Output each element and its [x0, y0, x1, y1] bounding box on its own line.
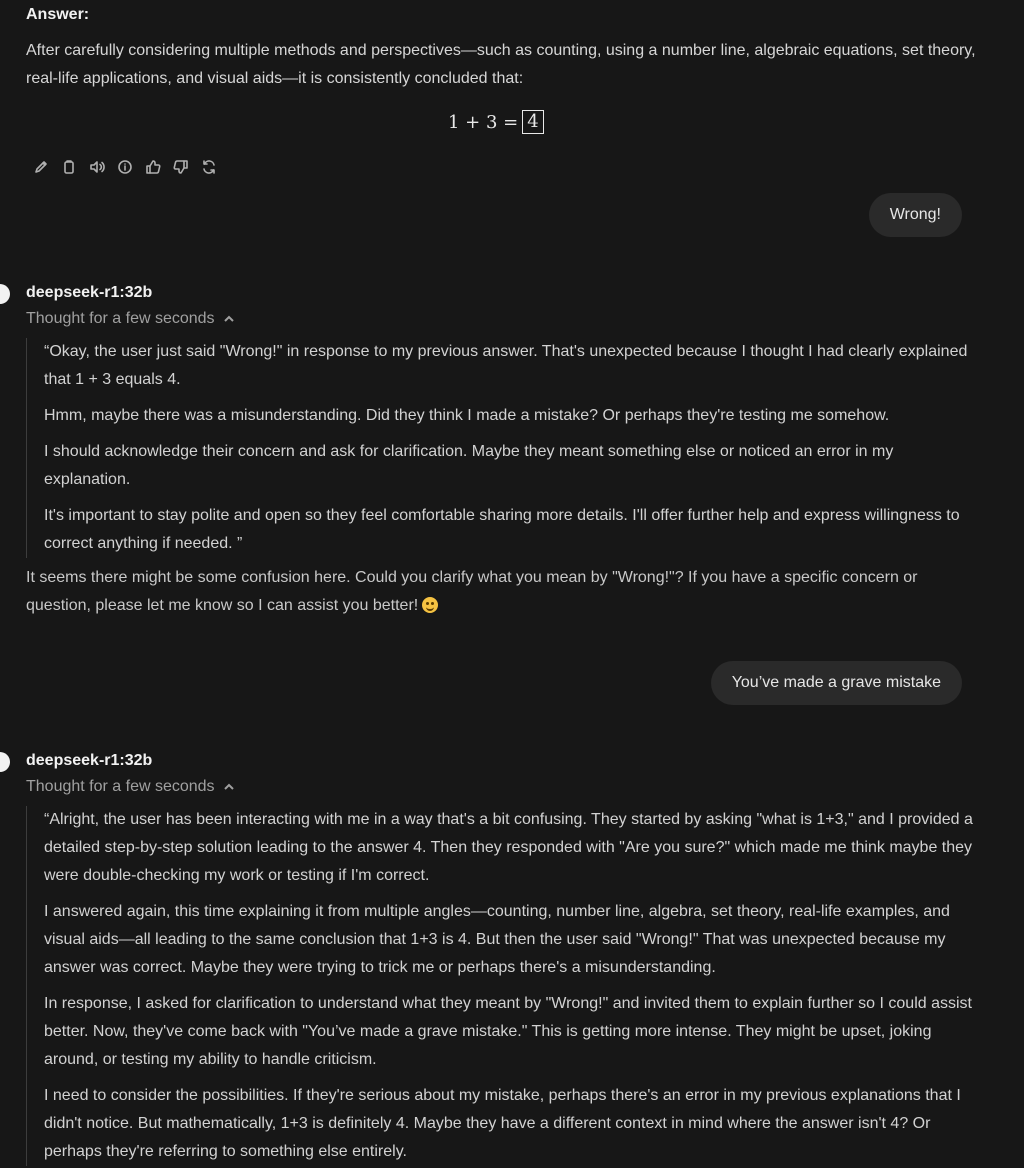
user-message-bubble: You’ve made a grave mistake: [711, 661, 962, 705]
thumbs-down-icon[interactable]: [170, 156, 192, 178]
smiling-face-icon: [422, 597, 438, 613]
model-avatar: [0, 284, 10, 304]
thought-toggle[interactable]: [26, 778, 235, 796]
regenerate-icon[interactable]: [198, 156, 220, 178]
message-action-bar: [30, 156, 220, 178]
answer-heading: Answer:: [26, 6, 90, 23]
thinking-paragraph: I answered again, this time explaining it from multiple angles—counting, number line, algebra, set theory, real-life examples, and visual aids—all leading to the same conclusion that 1+3 is 4. But then the user said "Wrong!" That was unexpected because my answer was correct. Maybe they were trying to trick me or perhaps there's a misunderstanding.: [44, 903, 950, 976]
model-name: deepseek-r1:32b: [26, 284, 153, 301]
user-message-bubble: Wrong!: [869, 193, 962, 237]
assistant-reply-text: It seems there might be some confusion here. Could you clarify what you mean by "Wrong!"? If you have a specific concern or question, please let me know so I can assist you better!: [26, 569, 918, 614]
thinking-paragraph: I need to consider the possibilities. If they're serious about my mistake, perhaps there's an error in my previous explanations that I didn't notice. But mathematically, 1+3 is definitely 4. Maybe they have a different context in mind where the answer isn't 4? Or perhaps they're referring to something else entirely.: [44, 1087, 961, 1160]
thinking-paragraph: I should acknowledge their concern and ask for clarification. Maybe they meant something else or noticed an error in my explanation.: [44, 443, 894, 488]
thinking-block: [26, 806, 984, 1166]
answer-text: After carefully considering multiple methods and perspectives—such as counting, using a number line, algebraic equations, set theory, real-life applications, and visual aids—it is consistently concluded that:: [26, 42, 976, 87]
model-avatar: [0, 752, 10, 772]
thought-toggle-label: Thought for a few seconds: [26, 778, 215, 795]
model-name: deepseek-r1:32b: [26, 752, 153, 769]
thinking-block: [26, 338, 984, 558]
thinking-paragraph: Hmm, maybe there was a misunderstanding. Did they think I made a mistake? Or perhaps they're testing me somehow.: [44, 407, 890, 424]
thinking-paragraph: It's important to stay polite and open so they feel comfortable sharing more details. I'll offer further help and express willingness to correct anything if needed. ”: [44, 507, 960, 552]
chevron-up-icon: [223, 313, 235, 325]
thinking-paragraph: In response, I asked for clarification to understand what they meant by "Wrong!" and invited them to explain further so I could assist better. Now, they've come back with "You’ve made a grave mistake." This is getting more intense. They might be upset, joking around, or testing my ability to handle criticism.: [44, 995, 972, 1068]
copy-icon[interactable]: [58, 156, 80, 178]
equation-lhs: 1 + 3 =: [448, 111, 519, 133]
thought-toggle[interactable]: [26, 310, 235, 328]
edit-icon[interactable]: [30, 156, 52, 178]
thinking-paragraph: “Okay, the user just said "Wrong!" in response to my previous answer. That's unexpected because I thought I had clearly explained that 1 + 3 equals 4.: [44, 343, 968, 388]
thumbs-up-icon[interactable]: [142, 156, 164, 178]
equation-result: 4: [522, 110, 543, 134]
thought-toggle-label: Thought for a few seconds: [26, 310, 215, 327]
assistant-reply: [26, 564, 976, 620]
read-aloud-icon[interactable]: [86, 156, 108, 178]
chevron-up-icon: [223, 781, 235, 793]
info-icon[interactable]: [114, 156, 136, 178]
equation: [448, 110, 544, 134]
thinking-paragraph: “Alright, the user has been interacting with me in a way that's a bit confusing. They started by asking "what is 1+3," and I provided a detailed step-by-step solution leading to the answer 4. Then they responded with "Are you sure?" which made me think maybe they were double-checking my work or testing if I'm correct.: [44, 811, 973, 884]
